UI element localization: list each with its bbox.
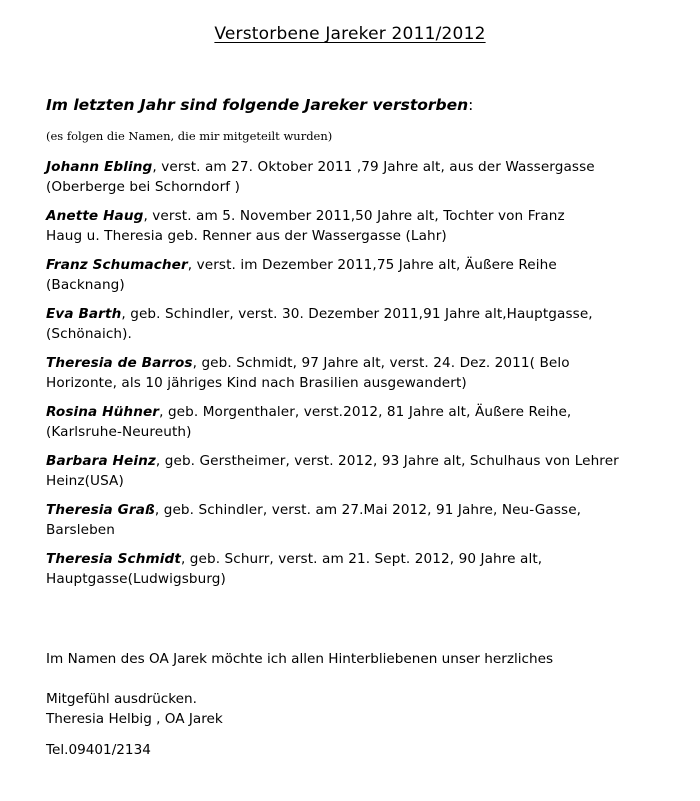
- deceased-details: , geb. Schindler, verst. am 27.Mai 2012, 91 Jahre, Neu-Gasse,: [154, 502, 582, 518]
- deceased-entry: [46, 206, 666, 246]
- deceased-details-continued: (Backnang): [46, 277, 125, 293]
- deceased-name: Rosina Hühner: [46, 404, 160, 420]
- deceased-details: , geb. Schurr, verst. am 21. Sept. 2012, 90 Jahre alt,: [180, 551, 543, 567]
- deceased-name: Theresia Schmidt: [46, 551, 181, 567]
- deceased-name: Theresia de Barros: [46, 355, 193, 371]
- deceased-details-continued: Barsleben: [46, 522, 115, 538]
- phone-number: Tel.09401/2134: [46, 742, 151, 758]
- signature: Theresia Helbig , OA Jarek: [46, 711, 223, 727]
- document-title: Verstorbene Jareker 2011/2012: [214, 24, 486, 44]
- deceased-name: Anette Haug: [46, 208, 144, 224]
- deceased-entry: [46, 500, 666, 540]
- deceased-details-continued: Horizonte, als 10 jähriges Kind nach Brasilien ausgewandert): [46, 375, 467, 391]
- deceased-name: Franz Schumacher: [46, 257, 188, 273]
- deceased-details-continued: Haug u. Theresia geb. Renner aus der Wassergasse (Lahr): [46, 228, 447, 244]
- deceased-details-continued: (Karlsruhe-Neureuth): [46, 424, 192, 440]
- deceased-name: Johann Ebling: [46, 159, 153, 175]
- condolence-paragraph: [46, 629, 666, 709]
- deceased-details-continued: (Oberberge bei Schorndorf ): [46, 179, 240, 195]
- condolence-line-1: Im Namen des OA Jarek möchte ich allen Hinterbliebenen unser herzliches: [46, 651, 554, 667]
- deceased-entry: [46, 402, 666, 442]
- deceased-details: , verst. am 27. Oktober 2011 ,79 Jahre alt, aus der Wassergasse: [152, 159, 595, 175]
- deceased-entry: [46, 255, 666, 295]
- deceased-details-continued: Heinz(USA): [46, 473, 124, 489]
- deceased-name: Eva Barth: [46, 306, 122, 322]
- section-heading-text: Im letzten Jahr sind folgende Jareker verstorben: [46, 96, 469, 114]
- section-heading-colon: :: [468, 96, 474, 114]
- deceased-details: , geb. Gerstheimer, verst. 2012, 93 Jahre alt, Schulhaus von Lehrer: [155, 453, 619, 469]
- intro-note: (es folgen die Namen, die mir mitgeteilt wurden): [46, 129, 333, 143]
- deceased-entry: [46, 353, 666, 393]
- deceased-details: , verst. am 5. November 2011,50 Jahre alt, Tochter von Franz: [143, 208, 565, 224]
- deceased-details: , verst. im Dezember 2011,75 Jahre alt, Äußere Reihe: [187, 257, 557, 273]
- deceased-name: Barbara Heinz: [46, 453, 156, 469]
- deceased-entry: [46, 451, 666, 491]
- deceased-details-continued: (Schönaich).: [46, 326, 132, 342]
- deceased-details-continued: Hauptgasse(Ludwigsburg): [46, 571, 226, 587]
- condolence-line-2: Mitgefühl ausdrücken.: [46, 691, 197, 707]
- deceased-entry: [46, 157, 666, 197]
- section-heading: [46, 96, 473, 114]
- deceased-details: , geb. Schmidt, 97 Jahre alt, verst. 24. Dez. 2011( Belo: [192, 355, 570, 371]
- deceased-entry: [46, 549, 666, 589]
- deceased-details: , geb. Schindler, verst. 30. Dezember 2011,91 Jahre alt,Hauptgasse,: [121, 306, 593, 322]
- deceased-list: [46, 157, 666, 598]
- deceased-details: , geb. Morgenthaler, verst.2012, 81 Jahre alt, Äußere Reihe,: [159, 404, 572, 420]
- deceased-name: Theresia Graß: [46, 502, 155, 518]
- deceased-entry: [46, 304, 666, 344]
